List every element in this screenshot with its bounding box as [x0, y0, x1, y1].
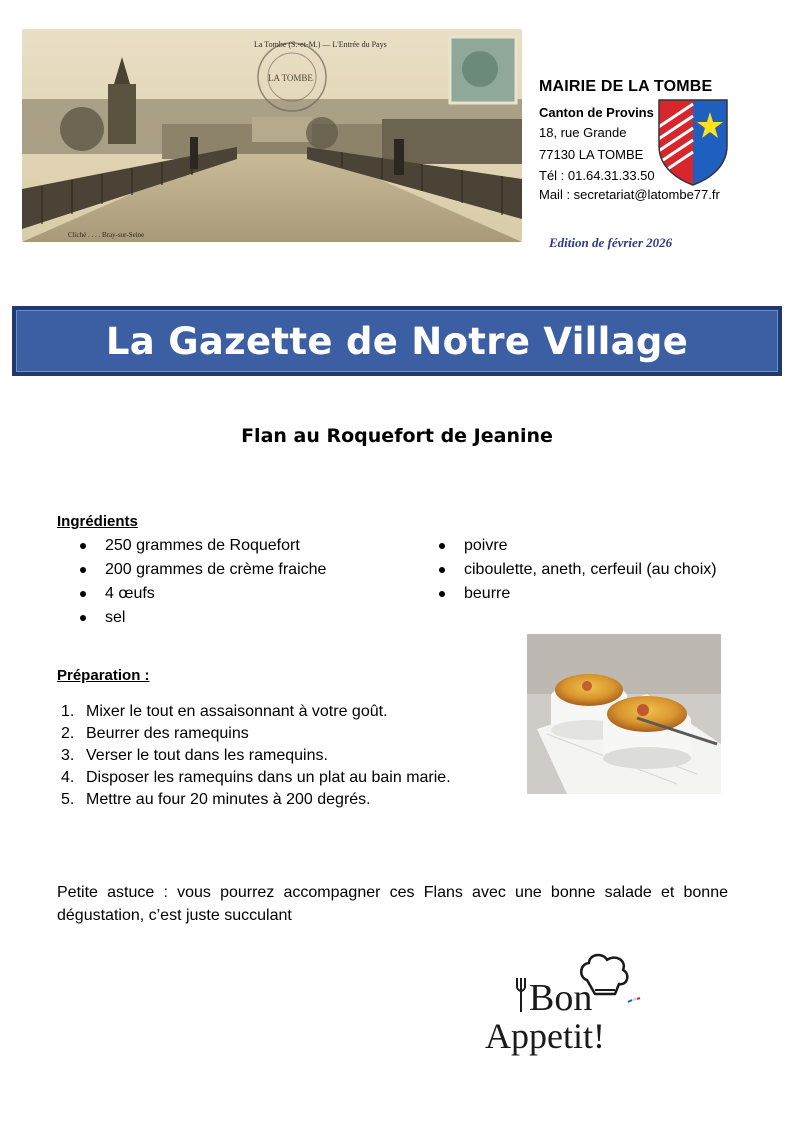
- list-item: [80, 534, 326, 558]
- logo-word-appetit: Appetit!: [485, 1016, 605, 1056]
- ingredients-heading: Ingrédients: [57, 513, 138, 530]
- ingredients-list-right: [439, 534, 717, 606]
- village-coat-of-arms-icon: [657, 98, 729, 186]
- edition-date: Edition de février 2026: [549, 235, 673, 250]
- mairie-canton: Canton de Provins: [539, 105, 654, 120]
- postmark-text: LA TOMBE: [268, 73, 313, 83]
- recipe-title: Flan au Roquefort de Jeanine: [241, 425, 553, 447]
- step-number: 5.: [61, 791, 75, 808]
- list-item: [61, 789, 451, 811]
- gazette-title: La Gazette de Notre Village: [105, 319, 689, 363]
- bullet-icon: [439, 543, 445, 549]
- mairie-phone: Tél : 01.64.31.33.50: [539, 168, 655, 183]
- list-item: [80, 606, 326, 630]
- logo-word-bon: Bon: [529, 977, 593, 1019]
- bullet-icon: [80, 591, 86, 597]
- step-text: Verser le tout dans les ramequins.: [86, 747, 328, 764]
- gazette-banner: [12, 306, 782, 376]
- mairie-email: Mail : secretariat@latombe77.fr: [539, 187, 720, 202]
- ingredient-text: poivre: [464, 537, 508, 554]
- bullet-icon: [439, 567, 445, 573]
- list-item: [80, 582, 326, 606]
- list-item: [61, 701, 451, 723]
- flan-photo: [527, 634, 721, 794]
- step-text: Disposer les ramequins dans un plat au bain marie.: [86, 769, 451, 786]
- ingredients-list-left: [80, 534, 326, 630]
- french-flag-accent-icon: [628, 998, 640, 1002]
- list-item: [61, 745, 451, 767]
- mairie-town: 77130 LA TOMBE: [539, 147, 644, 162]
- fork-icon: [517, 978, 525, 1012]
- list-item: [439, 534, 717, 558]
- ingredient-text: beurre: [464, 585, 511, 602]
- list-item: [61, 723, 451, 745]
- bon-appetit-logo: [483, 950, 643, 1058]
- step-text: Mixer le tout en assaisonnant à votre goût.: [86, 703, 388, 720]
- mairie-street: 18, rue Grande: [539, 125, 627, 140]
- village-postcard-photo: [22, 29, 522, 242]
- step-number: 4.: [61, 769, 75, 786]
- bullet-icon: [80, 543, 86, 549]
- ingredient-text: sel: [105, 609, 126, 626]
- ingredient-text: 250 grammes de Roquefort: [105, 537, 300, 554]
- list-item: [61, 767, 451, 789]
- bullet-icon: [439, 591, 445, 597]
- mairie-title: MAIRIE DE LA TOMBE: [539, 78, 713, 95]
- bullet-icon: [80, 615, 86, 621]
- ingredient-text: 200 grammes de crème fraiche: [105, 561, 327, 578]
- step-text: Mettre au four 20 minutes à 200 degrés.: [86, 791, 371, 808]
- list-item: [439, 558, 717, 582]
- step-number: 1.: [61, 703, 75, 720]
- list-item: [80, 558, 326, 582]
- step-number: 2.: [61, 725, 75, 742]
- postcard-credit: Cliché . . . . Bray-sur-Seine: [68, 231, 145, 239]
- recipe-tip: Petite astuce : vous pourrez accompagner ces Flans avec une bonne salade et bonne dégustation, c’est juste succulant: [57, 884, 728, 924]
- ingredient-text: ciboulette, aneth, cerfeuil (au choix): [464, 561, 717, 578]
- list-item: [439, 582, 717, 606]
- postcard-caption: La Tombe (S.-et-M.) — L'Entrée du Pays: [254, 40, 387, 49]
- preparation-steps: [61, 701, 451, 811]
- preparation-heading: Préparation :: [57, 667, 150, 684]
- bullet-icon: [80, 567, 86, 573]
- step-number: 3.: [61, 747, 75, 764]
- step-text: Beurrer des ramequins: [86, 725, 249, 742]
- ingredient-text: 4 œufs: [105, 585, 155, 602]
